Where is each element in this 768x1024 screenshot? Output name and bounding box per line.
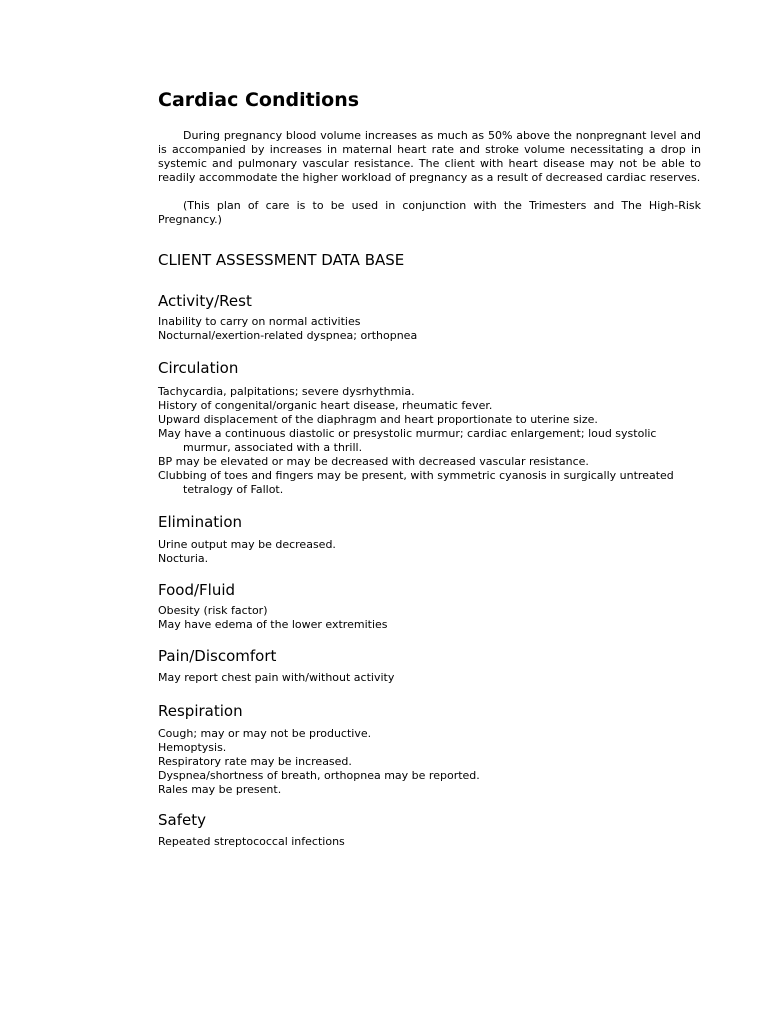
category-heading: Respiration — [158, 702, 243, 720]
category-line: Cough; may or may not be productive. — [158, 727, 372, 740]
category-safety — [158, 810, 701, 849]
document-page — [158, 88, 701, 849]
category-line: May report chest pain with/without activity — [158, 671, 395, 684]
category-pain-discomfort — [158, 646, 701, 685]
category-line: Respiratory rate may be increased. — [158, 755, 352, 768]
category-line: Hemoptysis. — [158, 741, 227, 754]
intro-note-paragraph: (This plan of care is to be used in conjunction with the Trimesters and The High-Risk Pregnancy.) — [158, 199, 701, 226]
category-respiration — [158, 701, 701, 797]
category-line: Clubbing of toes and fingers may be present, with symmetric cyanosis in surgically untreated tetralogy of Fallot. — [158, 469, 674, 496]
category-line: History of congenital/organic heart disease, rheumatic fever. — [158, 399, 493, 412]
document-title: Cardiac Conditions — [158, 89, 360, 111]
category-line: Nocturnal/exertion-related dyspnea; orthopnea — [158, 329, 418, 342]
category-lines — [158, 385, 701, 497]
category-line: BP may be elevated or may be decreased with decreased vascular resistance. — [158, 455, 589, 468]
category-line: May have a continuous diastolic or presystolic murmur; cardiac enlargement; loud systolic murmur, associated with a thrill. — [158, 427, 657, 454]
category-line: Dyspnea/shortness of breath, orthopnea may be reported. — [158, 769, 480, 782]
category-heading: Elimination — [158, 513, 243, 531]
category-lines — [158, 538, 701, 566]
category-lines — [158, 604, 701, 632]
category-line: Urine output may be decreased. — [158, 538, 336, 551]
category-elimination — [158, 512, 701, 566]
category-lines — [158, 835, 701, 849]
category-line: May have edema of the lower extremities — [158, 618, 388, 631]
category-heading: Pain/Discomfort — [158, 647, 277, 665]
category-activity-rest — [158, 291, 701, 343]
category-heading: Circulation — [158, 359, 239, 377]
category-food-fluid — [158, 580, 701, 632]
category-line: Repeated streptococcal infections — [158, 835, 345, 848]
category-line: Upward displacement of the diaphragm and heart proportionate to uterine size. — [158, 413, 598, 426]
category-line: Obesity (risk factor) — [158, 604, 268, 617]
category-line: Nocturia. — [158, 552, 209, 565]
section-title: CLIENT ASSESSMENT DATA BASE — [158, 251, 405, 269]
category-line: Inability to carry on normal activities — [158, 315, 361, 328]
intro-paragraph: During pregnancy blood volume increases as much as 50% above the nonpregnant level and is accompanied by increases in maternal heart rate and stroke volume necessitating a drop in systemic and pulmonary vascular resistance. The client with heart disease may not be able to readily accommodate the higher workload of pregnancy as a result of decreased cardiac reserves. — [158, 129, 701, 184]
category-line: Rales may be present. — [158, 783, 282, 796]
category-lines — [158, 671, 701, 685]
category-heading: Activity/Rest — [158, 292, 252, 310]
category-circulation — [158, 358, 701, 497]
category-line: Tachycardia, palpitations; severe dysrhythmia. — [158, 385, 415, 398]
category-heading: Food/Fluid — [158, 581, 236, 599]
category-heading: Safety — [158, 811, 206, 829]
category-lines — [158, 727, 701, 797]
category-lines — [158, 315, 701, 343]
